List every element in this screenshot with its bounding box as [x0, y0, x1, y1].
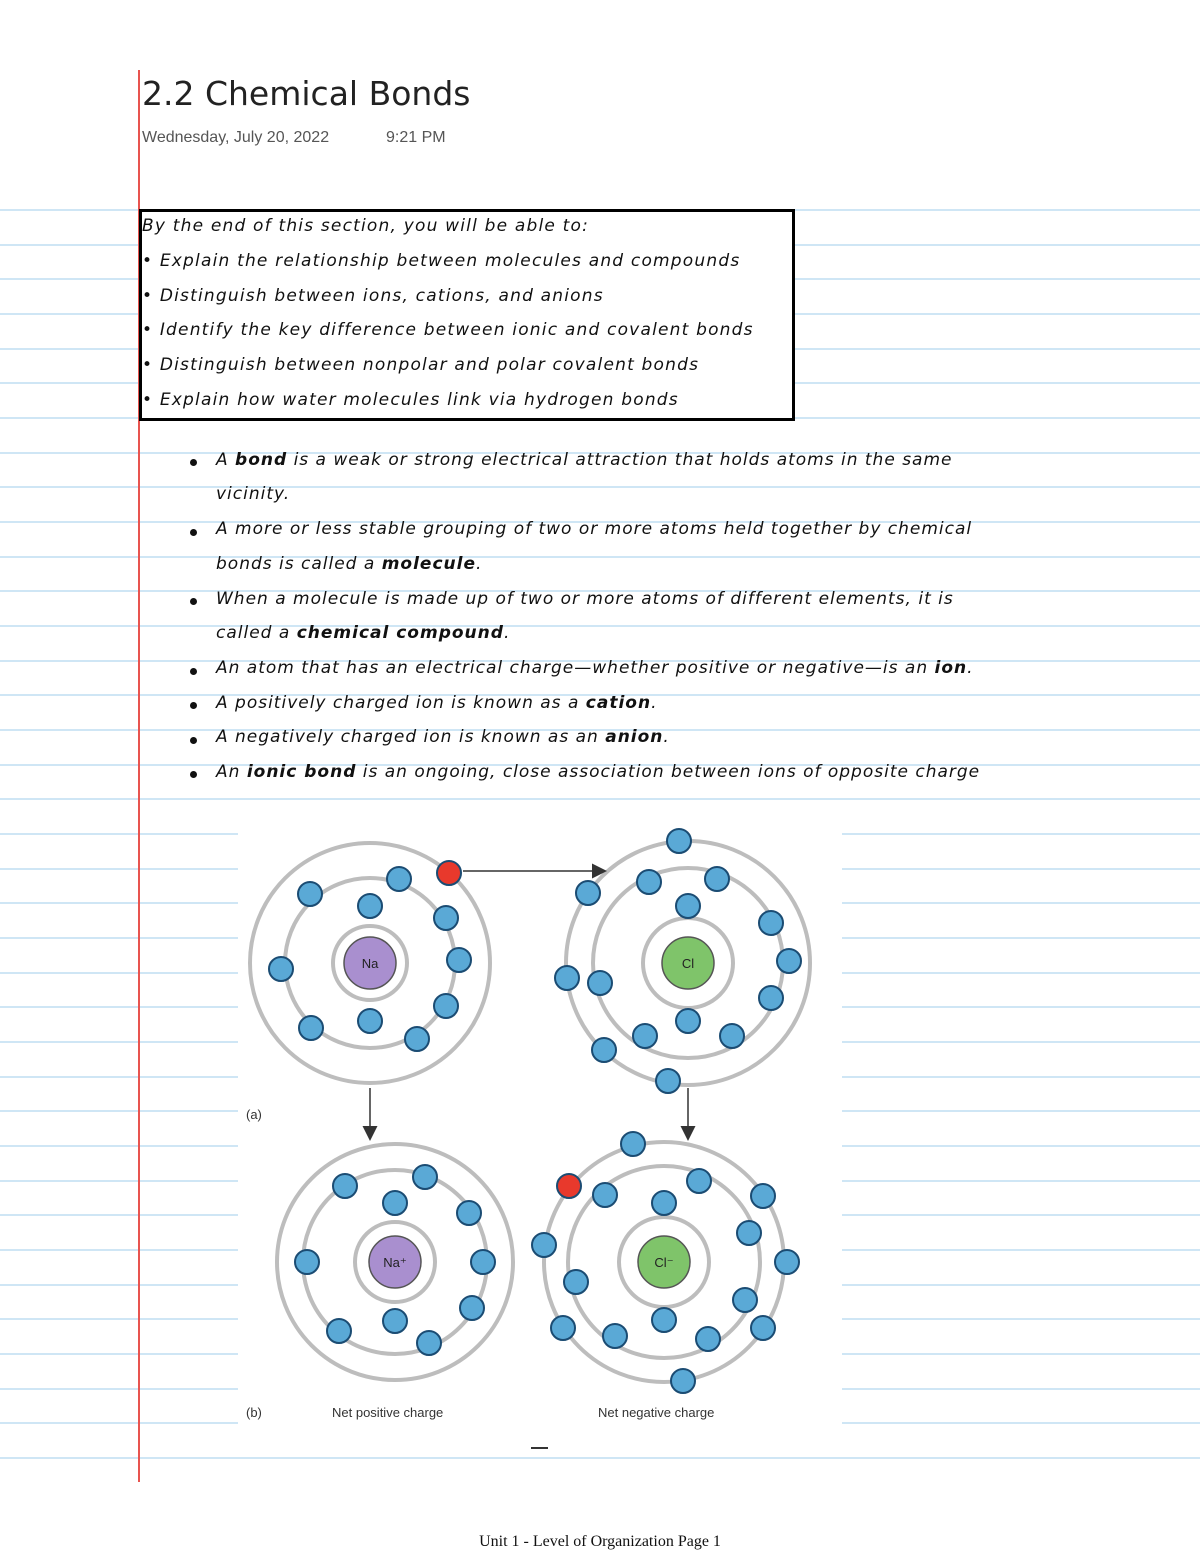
electron	[751, 1316, 775, 1340]
electron	[588, 971, 612, 995]
electron	[413, 1165, 437, 1189]
page-date: Wednesday, July 20, 2022	[142, 129, 330, 146]
electron	[457, 1201, 481, 1225]
electron	[269, 957, 293, 981]
note-compound: called a chemical compound.	[216, 623, 511, 643]
electron	[295, 1250, 319, 1274]
caption-net-positive: Net positive charge	[332, 1405, 444, 1420]
electron	[603, 1324, 627, 1348]
electron	[775, 1250, 799, 1274]
objectives-intro: By the end of this section, you will be able to:	[142, 216, 590, 236]
electron	[405, 1027, 429, 1051]
electron	[460, 1296, 484, 1320]
electron	[434, 906, 458, 930]
electron	[676, 894, 700, 918]
note-ionic-bond: An ionic bond is an ongoing, close association between ions of opposite charge	[216, 762, 981, 782]
caption-net-negative: Net negative charge	[598, 1405, 715, 1420]
electron	[447, 948, 471, 972]
electron	[676, 1009, 700, 1033]
objective-item: • Distinguish between ions, cations, and anions	[142, 286, 604, 306]
electron	[667, 829, 691, 853]
electron	[633, 1024, 657, 1048]
transferred-electron	[557, 1174, 581, 1198]
objective-item: • Identify the key difference between ionic and covalent bonds	[142, 320, 754, 340]
electron	[759, 986, 783, 1010]
electron	[621, 1132, 645, 1156]
electron	[358, 894, 382, 918]
note-bond: A bond is a weak or strong electrical attraction that holds atoms in the same	[216, 450, 953, 470]
electron	[298, 882, 322, 906]
electron	[720, 1024, 744, 1048]
electron	[652, 1308, 676, 1332]
electron	[737, 1221, 761, 1245]
objective-item: • Explain the relationship between molecules and compounds	[142, 251, 741, 271]
note-cation: A positively charged ion is known as a cation.	[216, 693, 658, 713]
figure-label-b: (b)	[246, 1405, 262, 1420]
page-title: 2.2 Chemical Bonds	[142, 74, 471, 113]
note-compound-line1: When a molecule is made up of two or more atoms of different elements, it is	[216, 589, 954, 609]
figure-label-a: (a)	[246, 1107, 262, 1122]
electron	[471, 1250, 495, 1274]
electron	[358, 1009, 382, 1033]
electron	[434, 994, 458, 1018]
electron	[637, 870, 661, 894]
electron	[417, 1331, 441, 1355]
chloride-ion-label: Cl⁻	[654, 1255, 674, 1270]
electron	[656, 1069, 680, 1093]
note-molecule: bonds is called a molecule.	[216, 554, 483, 574]
electron	[383, 1191, 407, 1215]
electron	[333, 1174, 357, 1198]
objective-item: • Explain how water molecules link via hydrogen bonds	[142, 390, 679, 410]
page-footer: Unit 1 - Level of Organization Page 1	[479, 1533, 721, 1550]
transferred-electron	[437, 861, 461, 885]
electron	[299, 1016, 323, 1040]
electron	[671, 1369, 695, 1393]
electron	[555, 966, 579, 990]
electron	[751, 1184, 775, 1208]
electron	[564, 1270, 588, 1294]
electron	[327, 1319, 351, 1343]
note-ion: An atom that has an electrical charge—whether positive or negative—is an ion.	[216, 658, 974, 678]
electron	[593, 1183, 617, 1207]
electron	[687, 1169, 711, 1193]
objective-item: • Distinguish between nonpolar and polar covalent bonds	[142, 355, 700, 375]
electron	[705, 867, 729, 891]
sodium-label: Na	[361, 956, 379, 971]
electron	[777, 949, 801, 973]
electron	[387, 867, 411, 891]
ionic-bond-diagram	[238, 826, 842, 1456]
electron	[532, 1233, 556, 1257]
electron	[733, 1288, 757, 1312]
electron	[759, 911, 783, 935]
electron	[576, 881, 600, 905]
electron	[383, 1309, 407, 1333]
page-time: 9:21 PM	[386, 129, 446, 146]
sodium-ion-label: Na⁺	[383, 1255, 407, 1270]
electron	[592, 1038, 616, 1062]
chlorine-label: Cl	[681, 956, 695, 971]
electron	[551, 1316, 575, 1340]
note-bond-cont: vicinity.	[216, 484, 291, 504]
note-molecule-line1: A more or less stable grouping of two or more atoms held together by chemical	[216, 519, 973, 539]
note-anion: A negatively charged ion is known as an anion.	[216, 727, 670, 747]
electron	[652, 1191, 676, 1215]
electron	[696, 1327, 720, 1351]
